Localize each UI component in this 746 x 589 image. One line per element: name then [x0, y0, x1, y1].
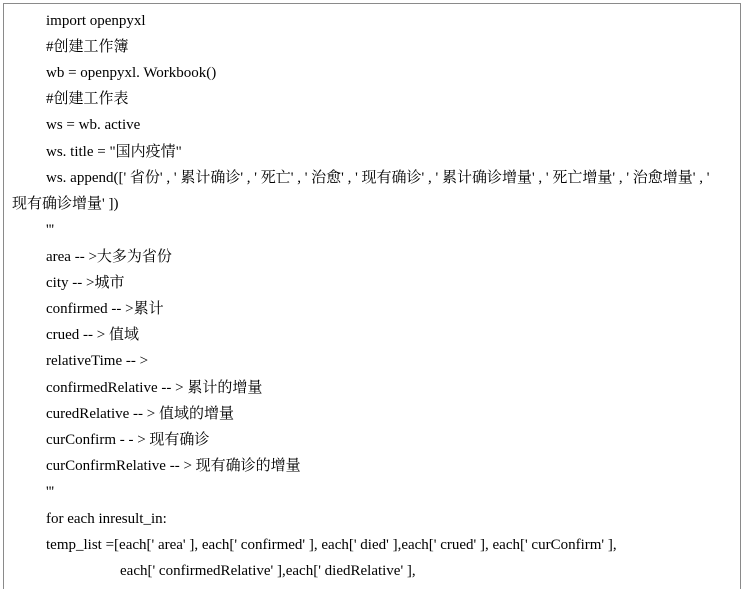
- code-line-19: ''': [46, 484, 55, 500]
- code-line-16: curedRelative -- > 值域的增量: [46, 406, 234, 422]
- code-line-13: crued -- > 值域: [46, 327, 140, 343]
- code-line-6: ws. title = "国内疫情": [46, 144, 182, 160]
- code-line-18: curConfirmRelative -- > 现有确诊的增量: [46, 458, 301, 474]
- code-line-10: area -- >大多为省份: [46, 249, 172, 265]
- code-line-22: each[' confirmedRelative' ],each[' diedRelative' ],: [120, 563, 416, 579]
- code-line-1: import openpyxl: [46, 13, 146, 29]
- code-line-14: relativeTime -- >: [46, 353, 149, 369]
- code-line-17: curConfirm - - > 现有确诊: [46, 432, 210, 448]
- code-line-2: #创建工作簿: [46, 39, 129, 55]
- code-line-12: confirmed -- >累计: [46, 301, 164, 317]
- code-line-11: city -- >城市: [46, 275, 125, 291]
- code-line-9: ''': [46, 222, 55, 238]
- code-line-4: #创建工作表: [46, 91, 129, 107]
- code-block: [3, 3, 741, 589]
- code-line-7: ws. append([' 省份' , ' 累计确诊' , ' 死亡' , ' 治愈' , ' 现有确诊' , ' 累计确诊增量' , ' 死亡增量' , ' 治愈增量' , ': [46, 170, 710, 186]
- code-line-15: confirmedRelative -- > 累计的增量: [46, 380, 263, 396]
- code-line-21: temp_list =[each[' area' ], each[' confirmed' ], each[' died' ],each[' crued' ], each[' curConfirm' ],: [46, 537, 617, 553]
- code-line-3: wb = openpyxl. Workbook(): [46, 65, 217, 81]
- code-line-8: 现有确诊增量' ]): [12, 196, 119, 212]
- code-line-5: ws = wb. active: [46, 117, 141, 133]
- code-line-20: for each inresult_in:: [46, 511, 167, 527]
